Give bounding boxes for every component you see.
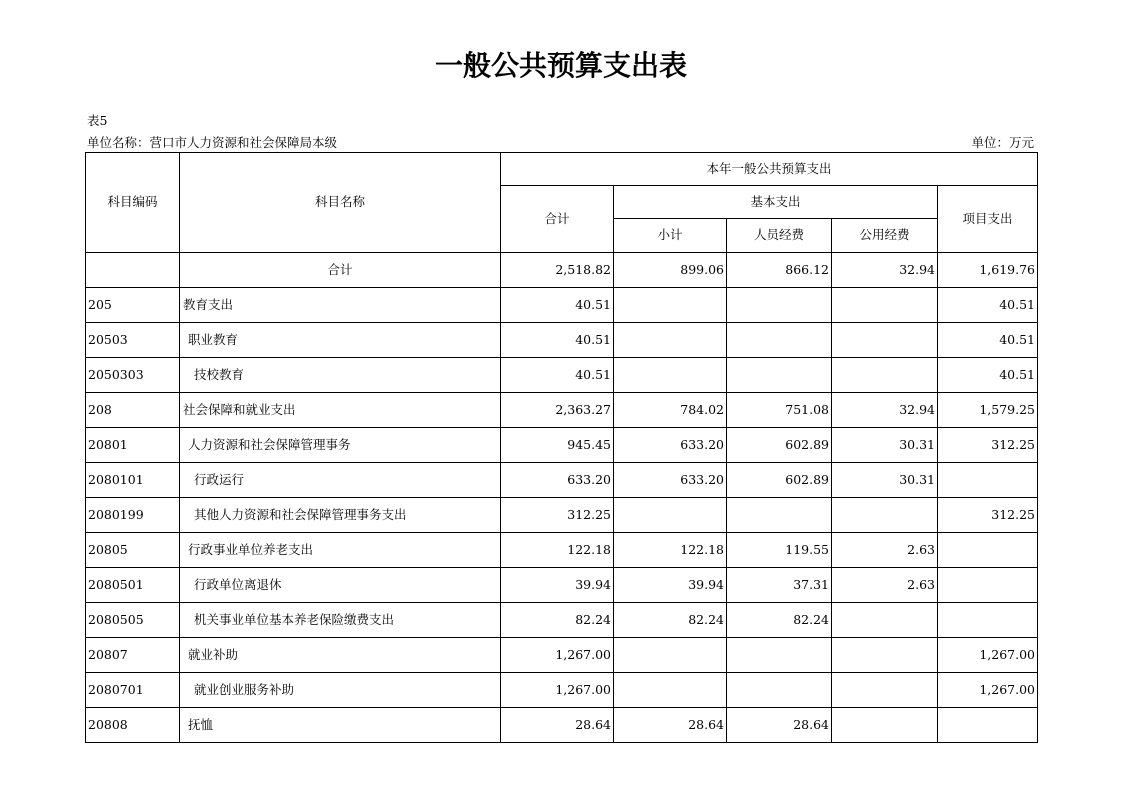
row-total: 28.64	[501, 708, 614, 743]
row-name: 就业创业服务补助	[180, 673, 501, 708]
row-name: 职业教育	[180, 323, 501, 358]
row-project: 40.51	[938, 288, 1038, 323]
row-code: 20808	[86, 708, 180, 743]
row-code: 20503	[86, 323, 180, 358]
row-project: 1,267.00	[938, 638, 1038, 673]
row-subtotal	[614, 673, 727, 708]
row-name: 行政事业单位养老支出	[180, 533, 501, 568]
row-project: 40.51	[938, 358, 1038, 393]
row-code: 208	[86, 393, 180, 428]
total-row	[86, 253, 1038, 288]
row-total: 40.51	[501, 288, 614, 323]
row-personnel	[727, 498, 832, 533]
row-subtotal: 633.20	[614, 428, 727, 463]
budget-table	[85, 152, 1038, 743]
table-body	[86, 253, 1038, 743]
row-personnel	[727, 638, 832, 673]
table-row	[86, 708, 1038, 743]
header-project: 项目支出	[938, 186, 1038, 253]
row-code: 20801	[86, 428, 180, 463]
row-personnel: 82.24	[727, 603, 832, 638]
row-project	[938, 463, 1038, 498]
row-total: 2,363.27	[501, 393, 614, 428]
row-code: 20805	[86, 533, 180, 568]
row-subtotal	[614, 358, 727, 393]
header-name: 科目名称	[180, 153, 501, 253]
row-project: 1,267.00	[938, 673, 1038, 708]
row-name: 行政单位离退休	[180, 568, 501, 603]
row-code: 2080101	[86, 463, 180, 498]
row-subtotal	[614, 323, 727, 358]
table-row	[86, 603, 1038, 638]
row-public	[832, 323, 938, 358]
total-row-label: 合计	[180, 253, 501, 288]
row-personnel: 602.89	[727, 463, 832, 498]
header-subtotal: 小计	[614, 219, 727, 253]
row-project	[938, 603, 1038, 638]
unit-label: 单位：万元	[971, 135, 1034, 150]
row-total: 40.51	[501, 358, 614, 393]
row-name: 技校教育	[180, 358, 501, 393]
row-public: 32.94	[832, 393, 938, 428]
row-name: 抚恤	[180, 708, 501, 743]
row-subtotal	[614, 498, 727, 533]
row-public	[832, 638, 938, 673]
row-public: 30.31	[832, 463, 938, 498]
table-row	[86, 288, 1038, 323]
total-row-code	[86, 253, 180, 288]
row-subtotal: 82.24	[614, 603, 727, 638]
table-row	[86, 323, 1038, 358]
table-row	[86, 533, 1038, 568]
row-personnel: 119.55	[727, 533, 832, 568]
row-subtotal	[614, 288, 727, 323]
row-personnel	[727, 358, 832, 393]
row-public	[832, 288, 938, 323]
row-public	[832, 358, 938, 393]
row-subtotal: 122.18	[614, 533, 727, 568]
row-public	[832, 498, 938, 533]
table-header	[86, 153, 1038, 253]
row-code: 205	[86, 288, 180, 323]
row-total: 1,267.00	[501, 638, 614, 673]
total-row-personnel: 866.12	[727, 253, 832, 288]
row-public: 2.63	[832, 568, 938, 603]
row-code: 20807	[86, 638, 180, 673]
row-total: 312.25	[501, 498, 614, 533]
page-title: 一般公共预算支出表	[434, 49, 687, 82]
table-row	[86, 673, 1038, 708]
table-row	[86, 498, 1038, 533]
row-total: 1,267.00	[501, 673, 614, 708]
row-public	[832, 603, 938, 638]
row-project: 312.25	[938, 428, 1038, 463]
row-total: 82.24	[501, 603, 614, 638]
table-row	[86, 638, 1038, 673]
row-project	[938, 568, 1038, 603]
row-public: 30.31	[832, 428, 938, 463]
row-subtotal: 28.64	[614, 708, 727, 743]
unit-name: 单位名称：营口市人力资源和社会保障局本级	[87, 135, 338, 150]
row-project	[938, 708, 1038, 743]
row-name: 就业补助	[180, 638, 501, 673]
total-row-project: 1,619.76	[938, 253, 1038, 288]
table-row	[86, 428, 1038, 463]
row-name: 教育支出	[180, 288, 501, 323]
row-personnel	[727, 323, 832, 358]
header-code: 科目编码	[86, 153, 180, 253]
row-total: 122.18	[501, 533, 614, 568]
row-personnel: 602.89	[727, 428, 832, 463]
table-row	[86, 393, 1038, 428]
row-name: 其他人力资源和社会保障管理事务支出	[180, 498, 501, 533]
row-subtotal: 39.94	[614, 568, 727, 603]
row-name: 社会保障和就业支出	[180, 393, 501, 428]
row-project: 40.51	[938, 323, 1038, 358]
row-project: 1,579.25	[938, 393, 1038, 428]
row-personnel	[727, 673, 832, 708]
row-personnel	[727, 288, 832, 323]
header-basic: 基本支出	[614, 186, 938, 219]
row-total: 633.20	[501, 463, 614, 498]
table-row	[86, 358, 1038, 393]
header-group: 本年一般公共预算支出	[501, 153, 1038, 186]
row-total: 39.94	[501, 568, 614, 603]
row-public	[832, 708, 938, 743]
table-row	[86, 463, 1038, 498]
row-name: 行政运行	[180, 463, 501, 498]
header-public: 公用经费	[832, 219, 938, 253]
header-personnel: 人员经费	[727, 219, 832, 253]
row-public	[832, 673, 938, 708]
row-personnel: 28.64	[727, 708, 832, 743]
row-project: 312.25	[938, 498, 1038, 533]
row-total: 945.45	[501, 428, 614, 463]
total-row-total: 2,518.82	[501, 253, 614, 288]
row-subtotal	[614, 638, 727, 673]
row-name: 人力资源和社会保障管理事务	[180, 428, 501, 463]
row-code: 2050303	[86, 358, 180, 393]
table-number: 表5	[87, 113, 108, 128]
row-code: 2080501	[86, 568, 180, 603]
row-name: 机关事业单位基本养老保险缴费支出	[180, 603, 501, 638]
row-total: 40.51	[501, 323, 614, 358]
row-project	[938, 533, 1038, 568]
row-code: 2080199	[86, 498, 180, 533]
row-subtotal: 633.20	[614, 463, 727, 498]
row-code: 2080505	[86, 603, 180, 638]
table-row	[86, 568, 1038, 603]
total-row-subtotal: 899.06	[614, 253, 727, 288]
row-personnel: 37.31	[727, 568, 832, 603]
row-personnel: 751.08	[727, 393, 832, 428]
total-row-public: 32.94	[832, 253, 938, 288]
row-subtotal: 784.02	[614, 393, 727, 428]
row-code: 2080701	[86, 673, 180, 708]
row-public: 2.63	[832, 533, 938, 568]
header-total: 合计	[501, 186, 614, 253]
